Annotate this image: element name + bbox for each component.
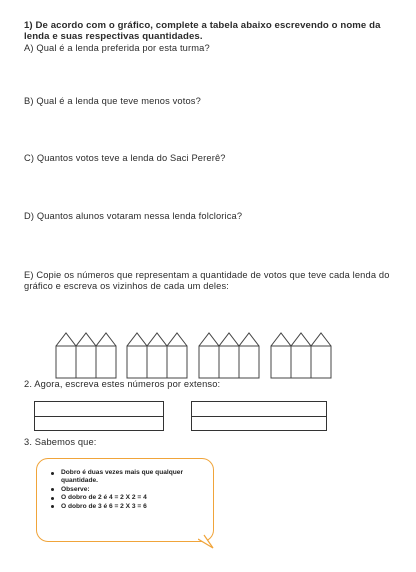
callout-item: Observe: <box>51 486 207 494</box>
house-group-2 <box>127 333 187 378</box>
callout-box <box>36 458 214 542</box>
question-a: A) Qual é a lenda preferida por esta turma? <box>24 43 210 53</box>
question-1-title: 1) De acordo com o gráfico, complete a tabela abaixo escrevendo o nome da lenda e suas respectivas quantidades. <box>24 20 381 42</box>
callout-item: O dobro de 2 é 4 = 2 X 2 = 4 <box>51 494 207 502</box>
question-b: B) Qual é a lenda que teve menos votos? <box>24 96 201 106</box>
callout-item: O dobro de 3 é 6 = 2 X 3 = 6 <box>51 503 207 511</box>
answer-box-right[interactable] <box>191 401 327 431</box>
number-neighbors-houses <box>54 331 344 381</box>
house-group-1 <box>56 333 116 378</box>
answer-box-left[interactable] <box>34 401 164 431</box>
callout-list <box>37 459 213 511</box>
house-group-4 <box>271 333 331 378</box>
question-e: E) Copie os números que representam a quantidade de votos que teve cada lenda do gráfico e escreva os vizinhos de cada um deles: <box>24 270 390 291</box>
house-group-3 <box>199 333 259 378</box>
question-d: D) Quantos alunos votaram nessa lenda folclorica? <box>24 211 243 221</box>
callout-item: Dobro é duas vezes mais que qualquer quantidade. <box>51 469 207 485</box>
question-c: C) Quantos votos teve a lenda do Saci Pererê? <box>24 153 226 163</box>
section-2-title: 2. Agora, escreva estes números por extenso: <box>24 379 221 389</box>
section-3-title: 3. Sabemos que: <box>24 437 97 447</box>
callout-tail <box>198 533 216 551</box>
